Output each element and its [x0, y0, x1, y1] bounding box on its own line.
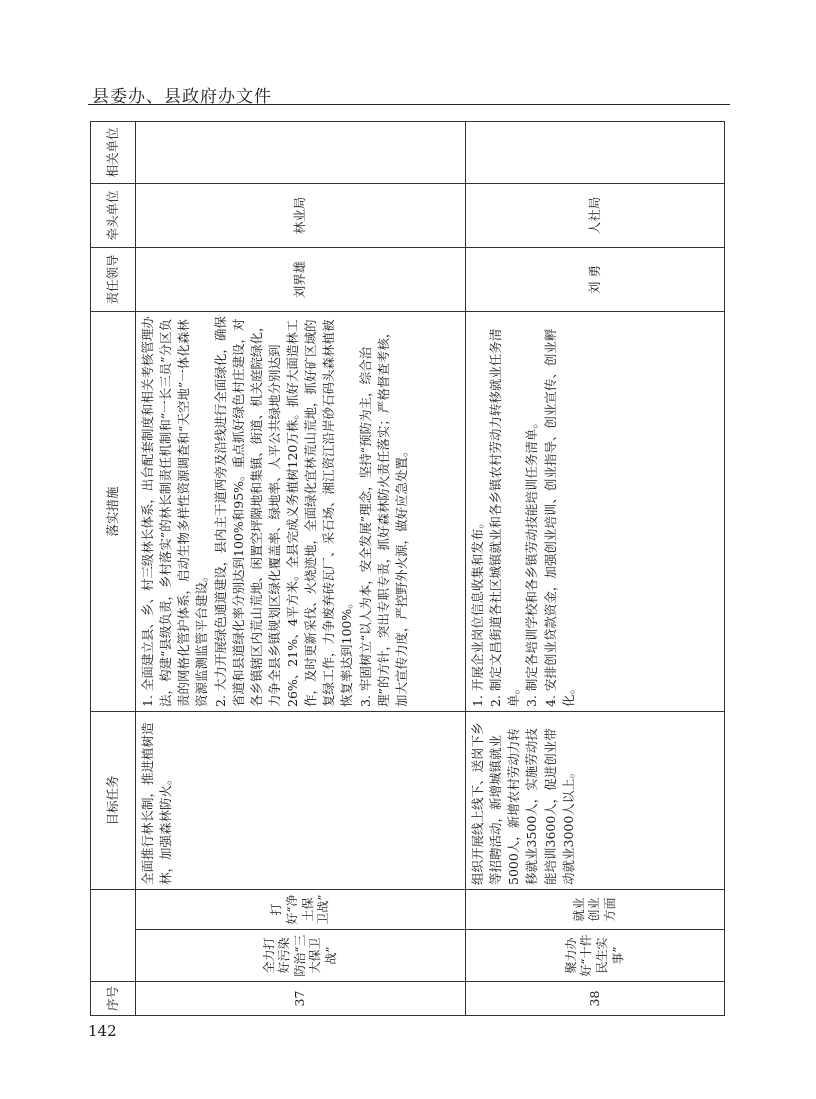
header-index: 序号	[91, 982, 136, 1016]
row-category: 全力打好污染防治“三大保卫战”	[136, 930, 466, 982]
header-lead-unit: 牵头单位	[91, 184, 136, 248]
row-category: 聚力办好“十件民生实事”	[466, 930, 725, 982]
row-measures	[136, 312, 466, 712]
header-related-unit: 相关单位	[91, 122, 136, 184]
measure-item: 3. 牢固树立“以人为本，安全发展”理念，坚持“预防为主，综合治理”的方针，突出专职专责，抓好森林防火责任落实；严格督查考核，加大宣传力度，严控野外火源，做好应急处置。	[357, 325, 409, 707]
header-leader: 责任领导	[91, 248, 136, 312]
table-row	[466, 122, 725, 1016]
task-table	[90, 121, 725, 1016]
row-measures	[466, 312, 725, 712]
measure-item: 2. 制定文昌街道各社区城镇就业和各乡镇农村劳动力转移就业任务清单。	[488, 328, 522, 707]
row-lead-unit: 人社局	[466, 184, 725, 248]
header-divider	[88, 104, 730, 105]
document-header-title: 县委办、县政府办文件	[92, 87, 272, 107]
row-related-unit	[136, 122, 466, 184]
row-subcategory: 就业创业方面	[466, 890, 725, 930]
measure-item: 4. 安排创业贷款资金，加强创业培训、创业指导、创业宣传、创业孵化。	[542, 328, 576, 707]
row-leader: 刘界雄	[136, 248, 466, 312]
row-lead-unit: 林业局	[136, 184, 466, 248]
row-leader: 刘 勇	[466, 248, 725, 312]
row-subcategory: 打好“净土保卫战”	[136, 890, 466, 930]
table-header-row	[91, 122, 136, 1016]
measure-item: 2. 大力开展绿色通道建设，县内主干道两旁及沿线进行全面绿化，确保省道和县道绿化率分别达到100%和95%。重点抓好绿色村庄建设，对各乡镇辖区内荒山荒地、闲置空坪隙地和集镇、街道、机关庭院绿化，力争全县乡镇规划区绿化覆盖率、绿地率、人平公共绿地分别达到26%、21%、4平方米。全县完成义务植树120万株。抓好大面造林工作，及时更新采伐、火烧迹地，全面绿化宜林荒山荒地，抓好矿区域的复绿工作，力争废弃砖瓦厂、采石场、湘江资江沿岸砂石码头森林植被恢复率达到100%。	[212, 316, 355, 707]
header-category	[91, 890, 136, 982]
table-row	[136, 122, 466, 1016]
header-target: 目标任务	[91, 712, 136, 890]
measure-item: 1. 开展企业岗位信息收集和发布。	[470, 516, 485, 707]
row-related-unit	[466, 122, 725, 184]
page-number: 142	[88, 1022, 117, 1040]
row-target: 组织开展线上线下、送岗下乡等招聘活动，新增城镇就业5000人，新增农村劳动力转移就业3500人，实施劳动技能培训3600人，促进创业带动就业3000人以上。	[466, 712, 725, 890]
row-index: 38	[466, 982, 725, 1016]
measure-item: 3. 制定各培训学校和各乡镇劳动技能培训任务清单。	[524, 416, 540, 707]
row-target: 全面推行林长制，推进植树造林，加强森林防火。	[136, 712, 466, 890]
measure-item: 1. 全面建立县、乡、村三级林长体系，出台配套制度和相关考核管理办法，构建“县级负责，乡村落实”的林长制责任机制和“一长三员”分区负责的网格化管护体系，启动生物多样性资源调查和“天空地”一体化森林资源监测监管平台建设。	[140, 316, 210, 707]
header-measures: 落实措施	[91, 312, 136, 712]
task-table-container	[90, 122, 725, 1016]
task-table-rotated	[90, 122, 725, 1016]
row-index: 37	[136, 982, 466, 1016]
